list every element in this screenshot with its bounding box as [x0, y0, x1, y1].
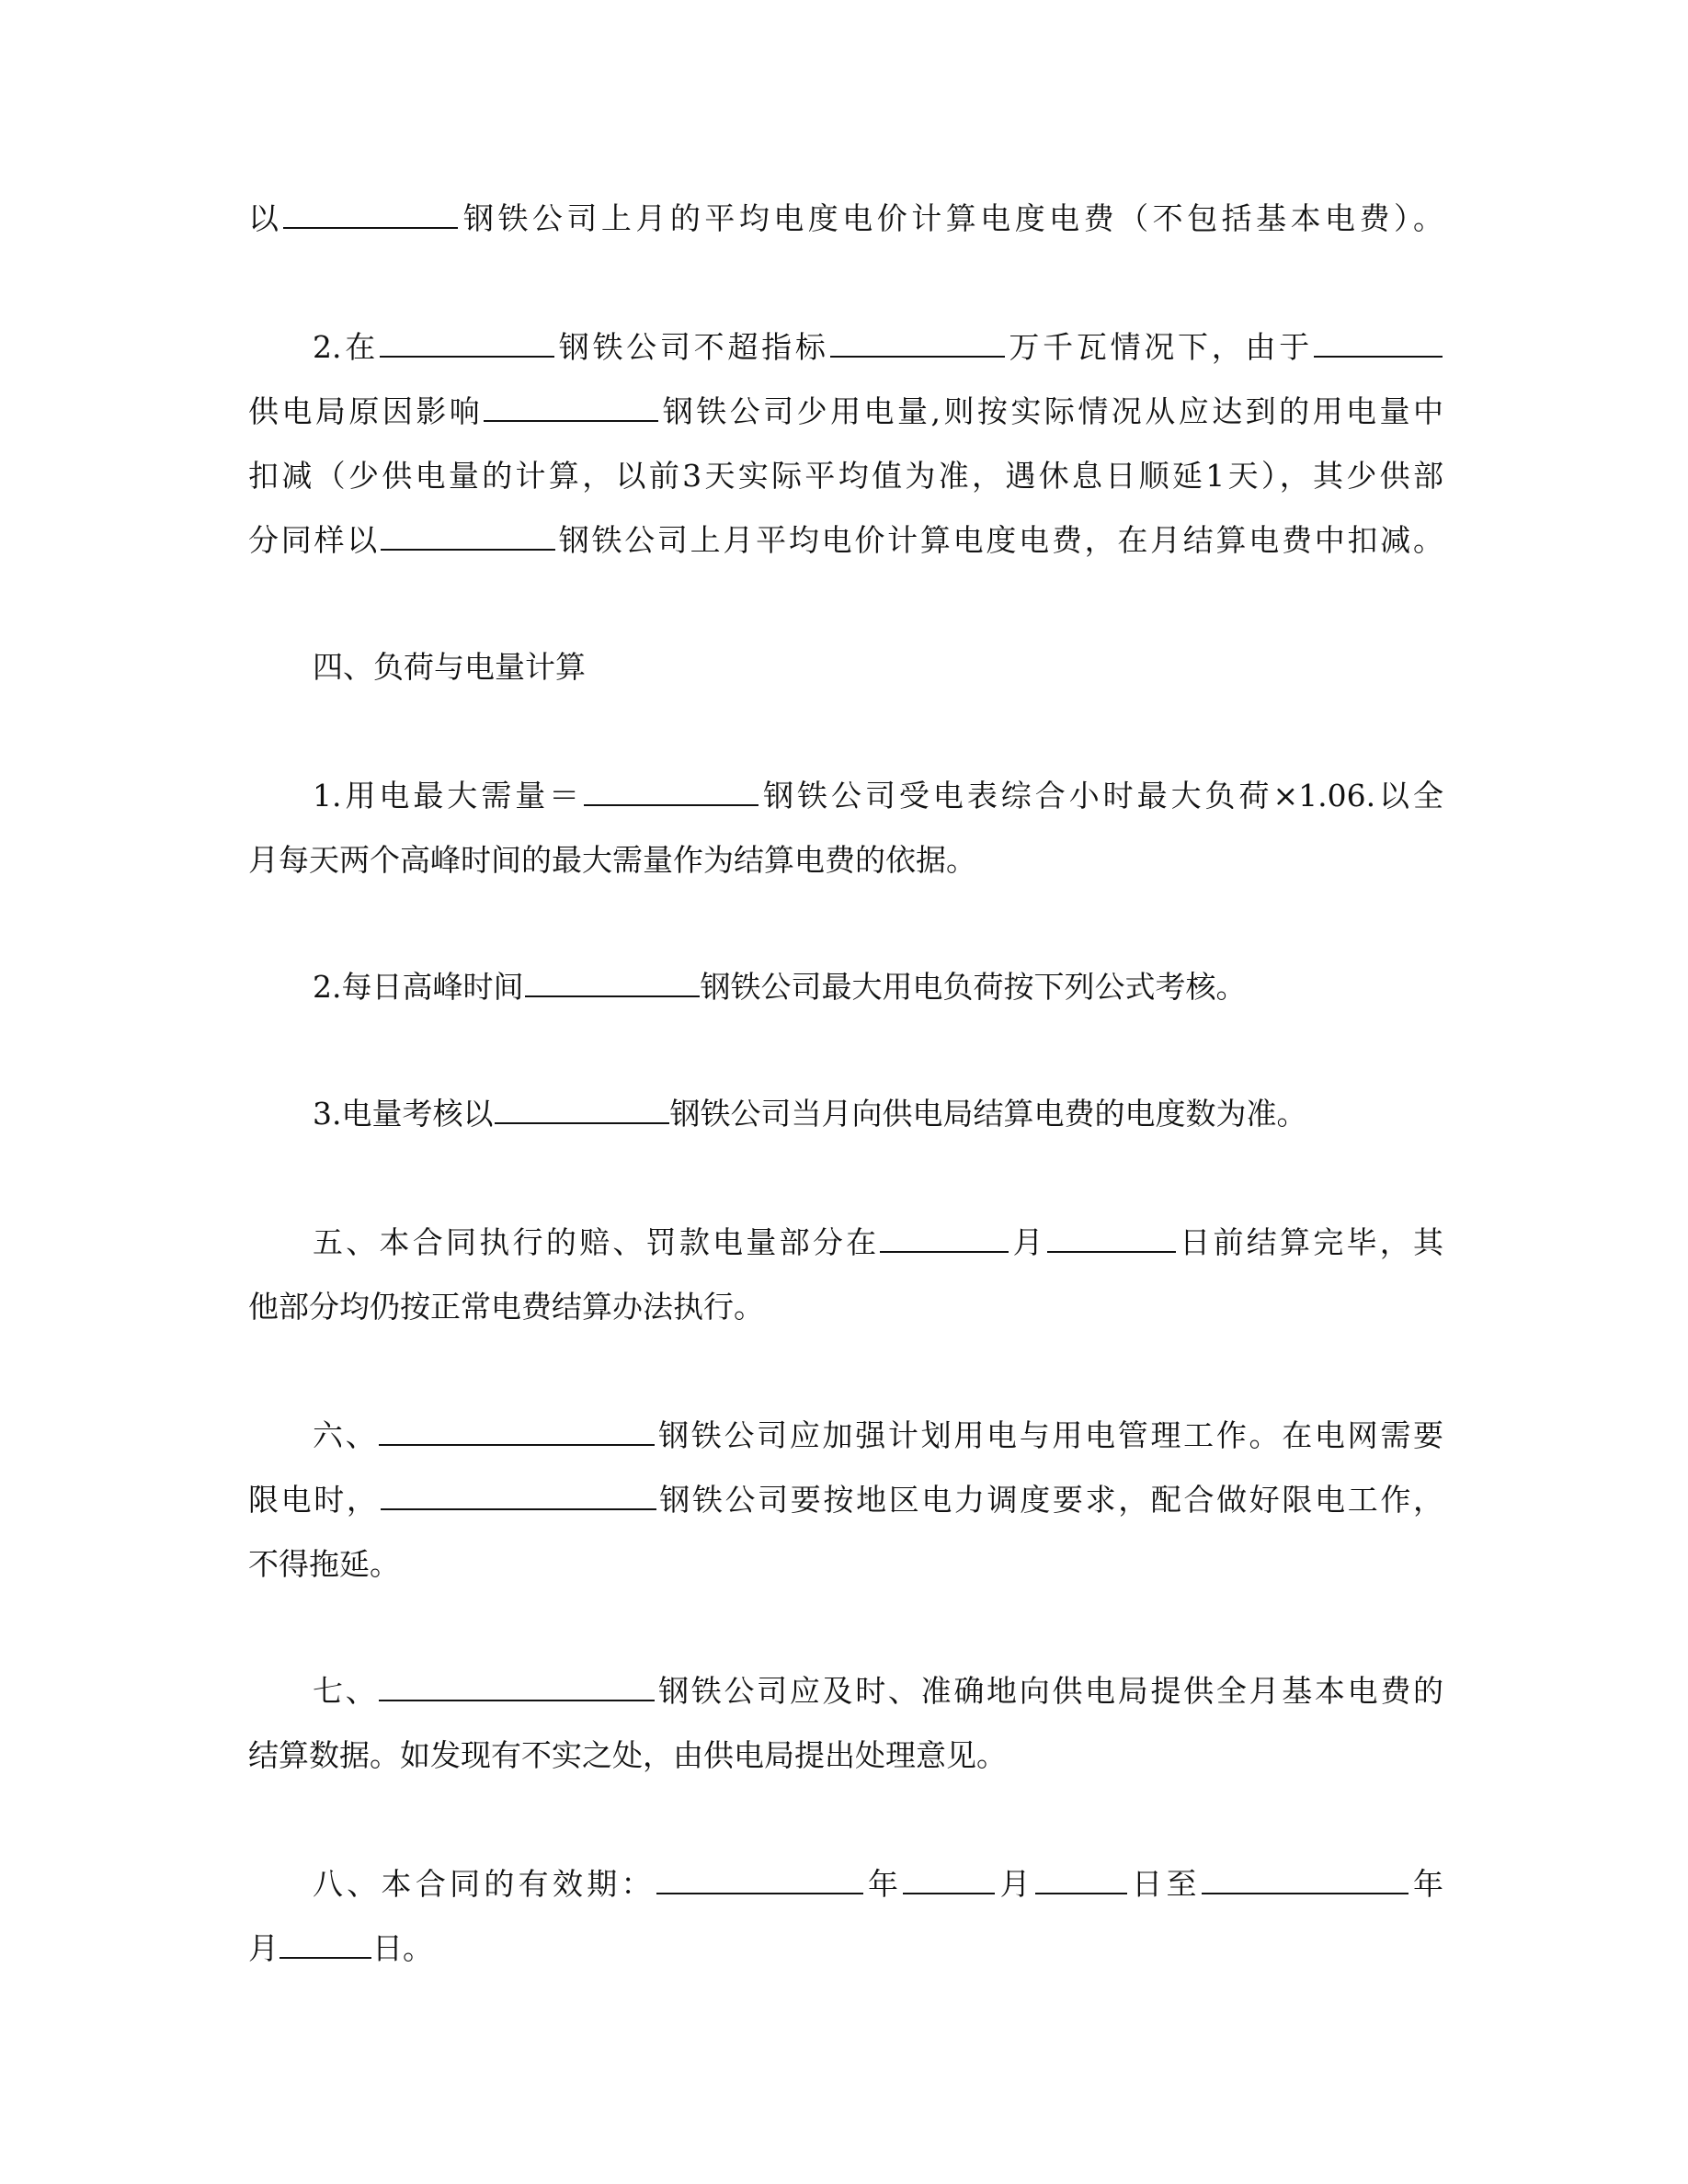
fill-blank[interactable] [1035, 1865, 1127, 1894]
fill-blank[interactable] [656, 1865, 863, 1894]
text-segment: 八、本合同的有效期： [313, 1866, 656, 1902]
text-segment: 他部分均仍按正常电费结算办法执行。 [248, 1289, 764, 1325]
text-line [248, 456, 1443, 496]
fill-blank[interactable] [380, 328, 554, 358]
text-line [248, 1671, 1443, 1712]
text-segment: 扣减（少供电量的计算，以前3天实际平均值为准，遇休息日顺延1天），其少供部 [248, 458, 1443, 494]
text-segment: 钢铁公司少用电量,则按实际情况从应达到的用电量中 [659, 393, 1443, 429]
text-line [248, 1864, 1443, 1905]
fill-blank[interactable] [379, 1416, 655, 1446]
fill-blank[interactable] [1047, 1223, 1176, 1253]
text-line [248, 776, 1443, 816]
text-segment: 供电局原因影响 [248, 393, 484, 429]
text-segment: 以 [248, 200, 283, 236]
text-line [248, 967, 1443, 1007]
text-segment: 日。 [372, 1930, 433, 1966]
text-segment: 月 [996, 1866, 1034, 1902]
fill-blank[interactable] [584, 777, 758, 806]
text-segment: 2.每日高峰时间 [313, 969, 524, 1005]
text-line [248, 1480, 1443, 1520]
section-heading [248, 647, 1443, 688]
text-segment: 钢铁公司上月平均电价计算电度电费，在月结算电费中扣减。 [555, 522, 1444, 558]
text-segment: 年 [1409, 1866, 1444, 1902]
fill-blank[interactable] [379, 1672, 655, 1701]
text-line [248, 1416, 1443, 1456]
text-segment: 3.电量考核以 [313, 1096, 494, 1132]
text-line [248, 199, 1443, 239]
fill-blank[interactable] [381, 1481, 656, 1510]
text-segment: 日至 [1127, 1866, 1201, 1902]
text-line [248, 520, 1443, 561]
text-segment: 结算数据。如发现有不实之处，由供电局提出处理意见。 [248, 1737, 1007, 1773]
text-segment: 日前结算完毕，其 [1176, 1224, 1444, 1260]
text-segment: 分同样以 [248, 522, 380, 558]
text-segment: 钢铁公司应及时、准确地向供电局提供全月基本电费的 [656, 1673, 1444, 1709]
fill-blank[interactable] [1314, 328, 1443, 358]
text-segment: 五、本合同执行的赔、罚款电量部分在 [313, 1224, 880, 1260]
text-segment: 四、负荷与电量计算 [313, 649, 586, 685]
fill-blank[interactable] [525, 968, 700, 997]
text-line [248, 840, 1443, 881]
fill-blank[interactable] [279, 1929, 371, 1959]
text-line [248, 327, 1443, 368]
text-segment: 月 [248, 1930, 279, 1966]
fill-blank[interactable] [830, 328, 1005, 358]
text-segment: 月 [1009, 1224, 1046, 1260]
text-segment: 钢铁公司最大用电负荷按下列公式考核。 [700, 969, 1247, 1005]
text-segment: 月每天两个高峰时间的最大需量作为结算电费的依据。 [248, 842, 976, 878]
text-segment: 钢铁公司当月向供电局结算电费的电度数为准。 [669, 1096, 1307, 1132]
text-line [248, 1094, 1443, 1134]
text-line [248, 1287, 1443, 1327]
text-segment: 钢铁公司不超指标 [554, 329, 829, 365]
text-segment: 限电时， [248, 1482, 380, 1518]
text-segment: 2.在 [313, 329, 379, 365]
fill-blank[interactable] [484, 392, 658, 422]
text-segment: 钢铁公司应加强计划用电与用电管理工作。在电网需要 [656, 1417, 1444, 1453]
text-segment: 钢铁公司要按地区电力调度要求，配合做好限电工作， [656, 1482, 1444, 1518]
text-segment: 钢铁公司受电表综合小时最大负荷×1.06.以全 [759, 778, 1443, 813]
fill-blank[interactable] [495, 1095, 669, 1124]
fill-blank[interactable] [381, 521, 555, 551]
text-line [248, 1735, 1443, 1776]
text-line [248, 1928, 1443, 1969]
fill-blank[interactable] [903, 1865, 995, 1894]
text-line [248, 392, 1443, 432]
text-segment: 1.用电最大需量＝ [313, 778, 584, 813]
text-line [248, 1223, 1443, 1263]
fill-blank[interactable] [283, 199, 458, 229]
text-segment: 年 [863, 1866, 903, 1902]
text-segment: 七、 [313, 1673, 379, 1709]
text-segment: 不得拖延。 [248, 1546, 400, 1582]
text-segment: 六、 [313, 1417, 379, 1453]
text-line [248, 1544, 1443, 1585]
fill-blank[interactable] [880, 1223, 1009, 1253]
text-segment: 钢铁公司上月的平均电度电价计算电度电费（不包括基本电费）。 [459, 200, 1444, 236]
fill-blank[interactable] [1202, 1865, 1409, 1894]
text-segment: 万千瓦情况下，由于 [1005, 329, 1314, 365]
